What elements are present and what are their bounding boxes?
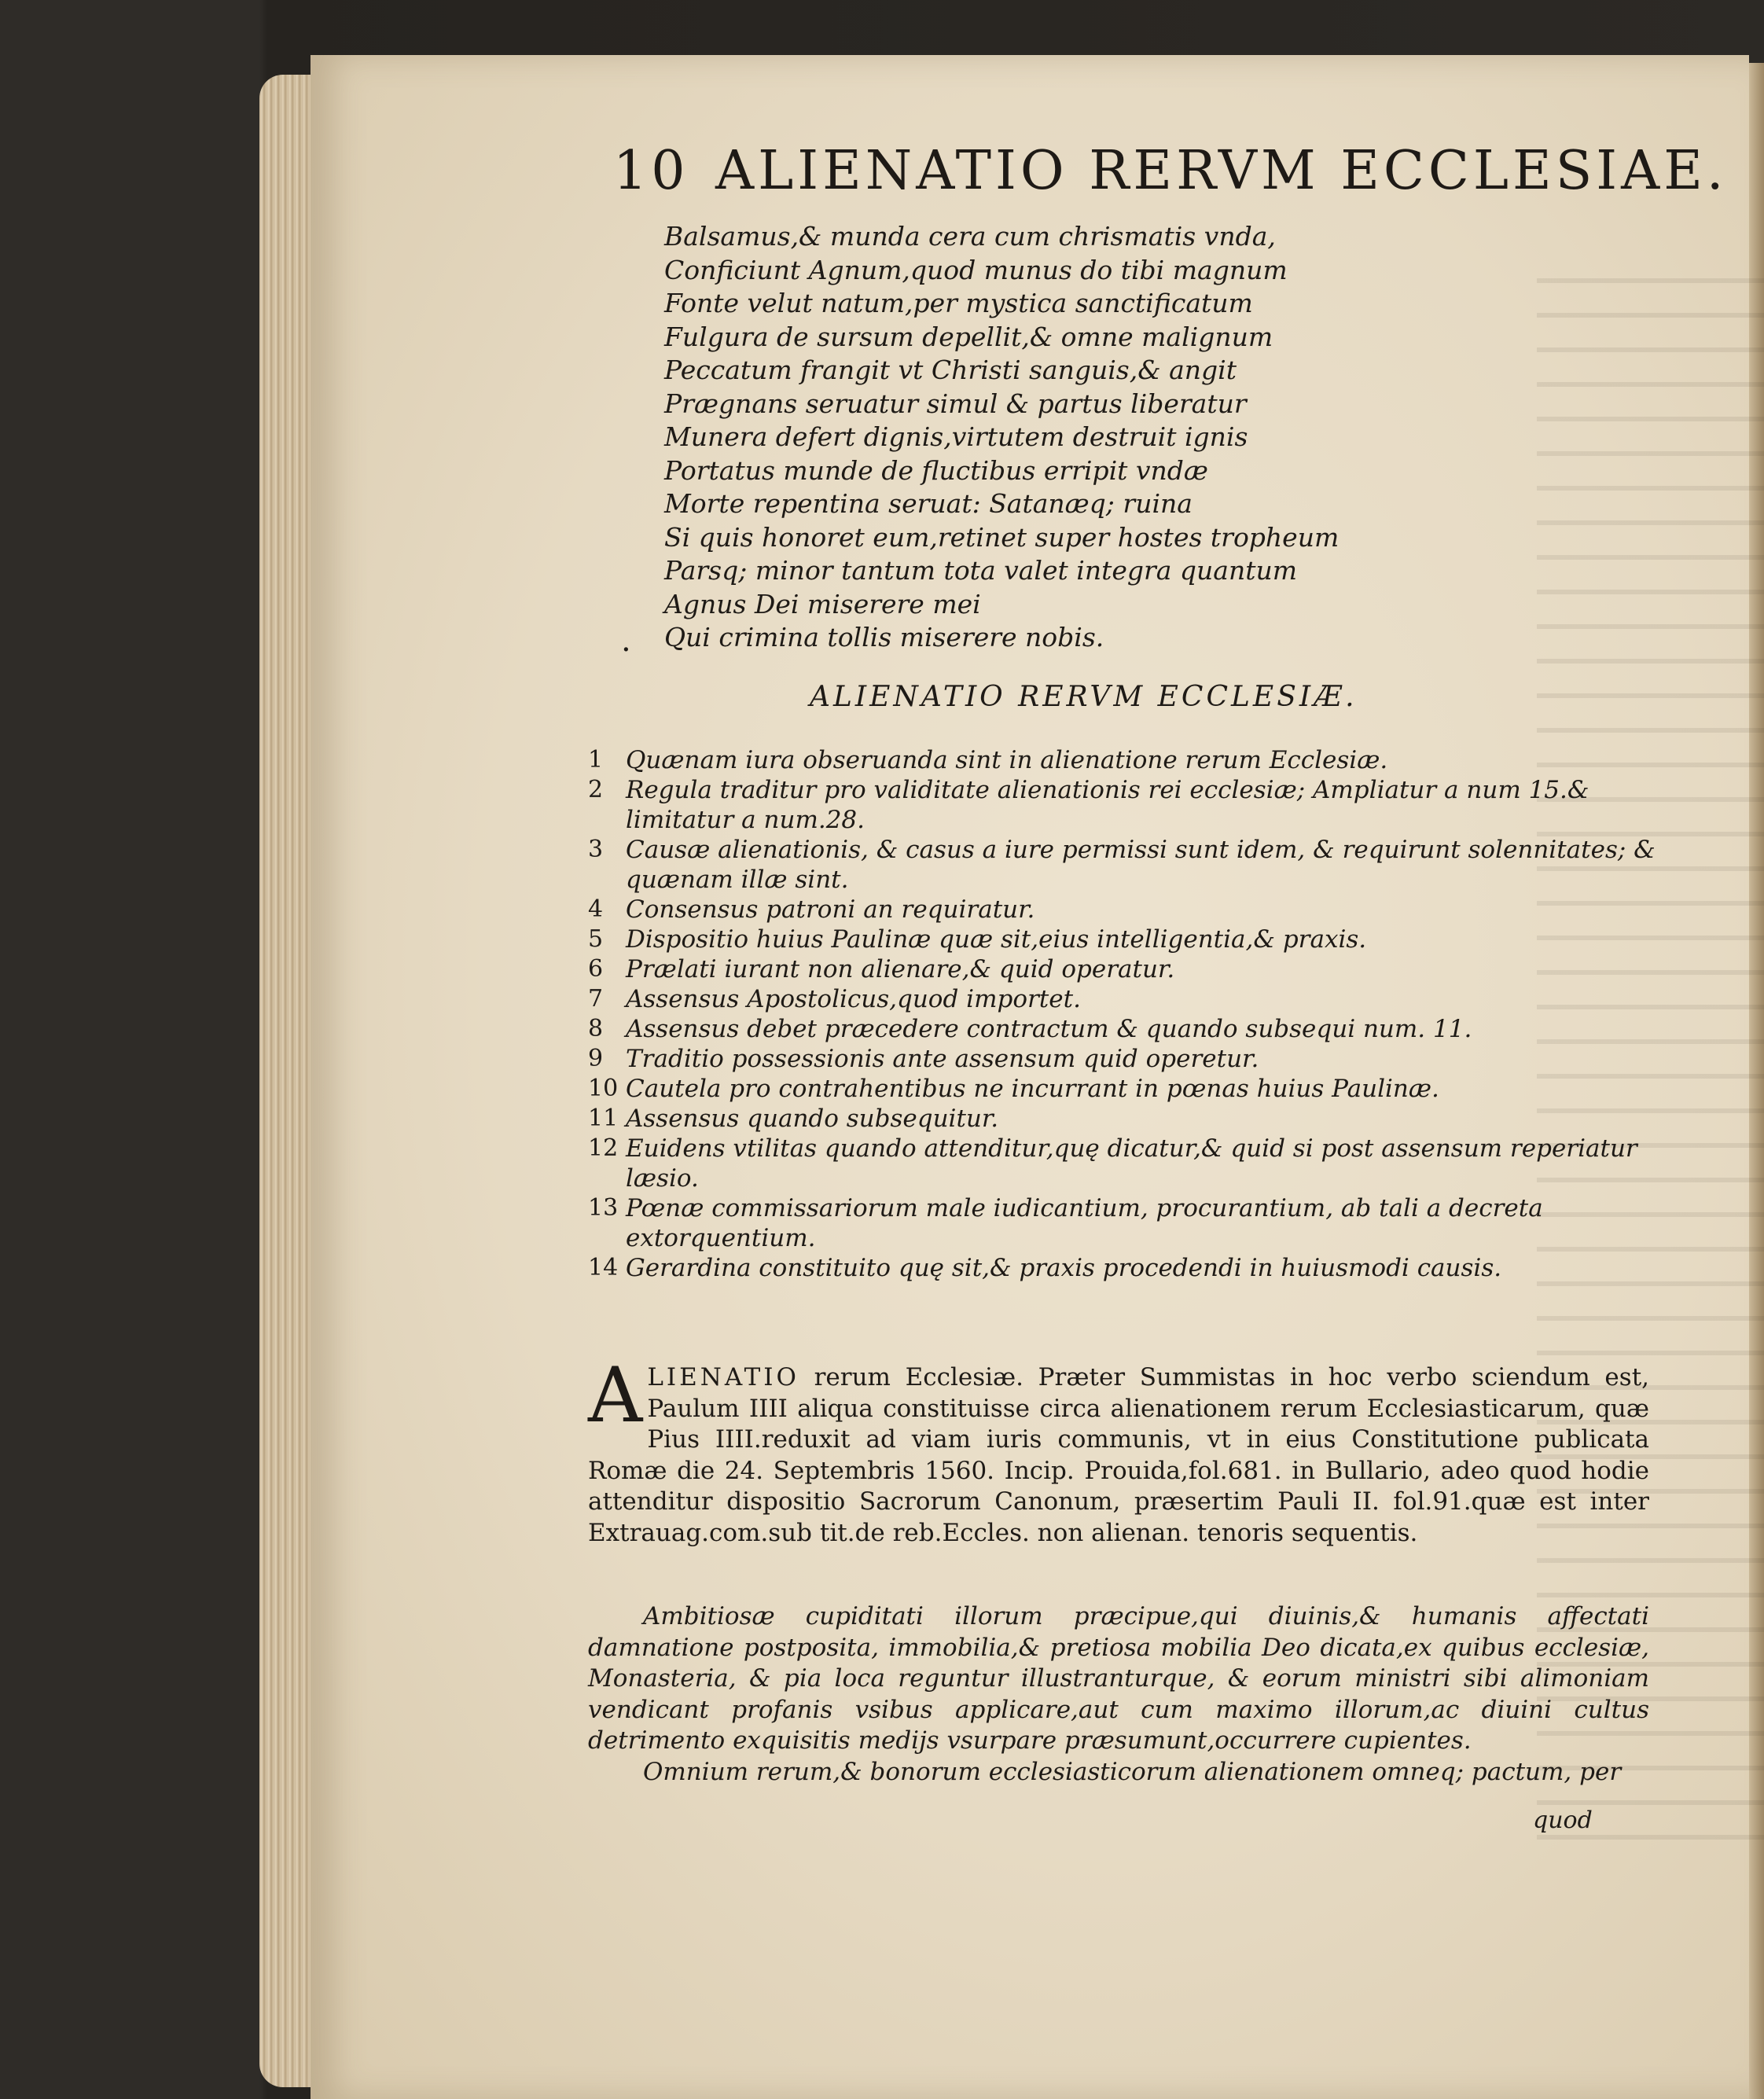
- summary-number: 3: [588, 836, 604, 863]
- summary-text: Cautela pro contrahentibus ne incurrant in pœnas huius Paulinæ.: [626, 1075, 1439, 1103]
- summary-number: 11: [588, 1105, 619, 1132]
- summary-number: 8: [588, 1015, 604, 1042]
- summary-text: Regula traditur pro validitate alienationis rei ecclesiæ; Ampliatur a num 15.& limitatur a num.28.: [626, 776, 1589, 834]
- poem-line: Conficiunt Agnum,quod munus do tibi magnum: [664, 254, 1288, 285]
- summary-item: [588, 835, 1657, 895]
- running-title: ALIENATIO RERVM ECCLESIAE.: [715, 140, 1728, 202]
- summary-text: Quænam iura obseruanda sint in alienatione rerum Ecclesiæ.: [626, 746, 1388, 774]
- body-paragraph: [588, 1351, 1650, 1549]
- summary-item: [588, 984, 1657, 1014]
- summary-item: [588, 1104, 1657, 1134]
- summary-item: [588, 925, 1657, 954]
- summary-number: 4: [588, 895, 604, 923]
- summary-number: 12: [588, 1134, 619, 1162]
- summary-item: [588, 775, 1657, 835]
- summary-text: Assensus quando subsequitur.: [626, 1105, 999, 1133]
- poem-line: Morte repentina seruat: Satanæq; ruina: [664, 488, 1193, 519]
- quote-paragraph: Ambitiosæ cupiditati illorum præcipue,qui diuinis,& humanis affectati damnatione postposita, immobilia,& pretiosa mobilia Deo dicata,ex quibus ecclesiæ, Monasteria, & pia loca reguntur illustranturque, & eorum ministri sibi alimoniam vendicant profanis vsibus applicare,aut cum maximo illorum,ac diuini cultus detrimento exquisitis medijs vsurpare præsumunt,occurrere cupientes.: [588, 1602, 1649, 1755]
- poem-line: Qui crimina tollis miserere nobis.: [664, 622, 1104, 652]
- summary-text: Assensus Apostolicus,quod importet.: [626, 985, 1081, 1013]
- summary-number: 14: [588, 1254, 619, 1281]
- quoted-constitution: [588, 1601, 1649, 1788]
- summary-item: [588, 1193, 1657, 1253]
- summary-text: Assensus debet præcedere contractum & quando subsequi num. 11.: [626, 1015, 1472, 1043]
- summary-text: Pœnæ commissariorum male iudicantium, procurantium, ab tali a decreta extorquentium.: [626, 1194, 1543, 1252]
- poem-line: Agnus Dei miserere mei: [664, 588, 981, 619]
- summary-number: 10: [588, 1075, 619, 1102]
- summary-number: 13: [588, 1194, 619, 1222]
- summary-item: [588, 1134, 1657, 1193]
- poem-line: Parsq; minor tantum tota valet integra quantum: [664, 555, 1298, 586]
- poem-line: Fulgura de sursum depellit,& omne malignum: [664, 321, 1273, 352]
- summary-number: 2: [588, 776, 604, 803]
- summary-number: 1: [588, 746, 604, 774]
- poem-bullet: .: [621, 623, 631, 659]
- summary-item: [588, 1074, 1657, 1104]
- catchword: quod: [1533, 1807, 1593, 1834]
- summary-number: 5: [588, 925, 604, 953]
- summary-text: Consensus patroni an requiratur.: [626, 895, 1035, 924]
- summary-item: [588, 1014, 1657, 1044]
- body-text: rerum Ecclesiæ. Præter Summistas in hoc verbo sciendum est, Paulum IIII aliqua constituisse circa alienationem rerum Ecclesiasticarum, quæ Pius IIII.reduxit ad viam iuris communis, vt in eius Constitutione publicata Romæ die 24. Septembris 1560. Incip. Prouida,fol.681. in Bullario, adeo quod hodie attenditur dispositio Sacrorum Canonum, præsertim Pauli II. fol.91.quæ est inter Extrauag.com.sub tit.de reb.Eccles. non alienan. tenoris sequentis.: [588, 1363, 1650, 1547]
- poem-line: Prægnans seruatur simul & partus liberatur: [664, 388, 1247, 419]
- summary-text: Traditio possessionis ante assensum quid operetur.: [626, 1045, 1259, 1073]
- summary-item: [588, 745, 1657, 775]
- poem: [664, 220, 1356, 655]
- summary-text: Causæ alienationis, & casus a iure permissi sunt idem, & requirunt solennitates; & quænam illæ sint.: [626, 836, 1656, 894]
- summary-list: [588, 745, 1657, 1283]
- summary-item: [588, 895, 1657, 925]
- summary-item: [588, 1044, 1657, 1074]
- poem-line: Portatus munde de fluctibus erripit vndæ: [664, 454, 1208, 486]
- summary-text: Dispositio huius Paulinæ quæ sit,eius intelligentia,& praxis.: [626, 925, 1367, 954]
- poem-line: Fonte velut natum,per mystica sanctificatum: [664, 288, 1253, 318]
- summary-item: [588, 1253, 1657, 1283]
- body-lead-word: LIENATIO: [647, 1363, 799, 1391]
- poem-line: Peccatum frangit vt Christi sanguis,& angit: [664, 355, 1237, 385]
- section-title: ALIENATIO RERVM ECCLESIÆ.: [810, 681, 1358, 713]
- poem-line: Munera defert dignis,virtutem destruit ignis: [664, 421, 1248, 452]
- summary-number: 6: [588, 955, 604, 983]
- summary-item: [588, 954, 1657, 984]
- drop-cap: A: [588, 1351, 643, 1439]
- summary-text: Euidens vtilitas quando attenditur,quę dicatur,& quid si post assensum reperiatur læsio.: [626, 1134, 1637, 1193]
- summary-text: Gerardina constituito quę sit,& praxis procedendi in huiusmodi causis.: [626, 1254, 1502, 1282]
- summary-text: Prælati iurant non alienare,& quid operatur.: [626, 955, 1175, 983]
- quote-paragraph: Omnium rerum,& bonorum ecclesiasticorum alienationem omneq; pactum, per: [643, 1757, 1622, 1786]
- poem-line: Si quis honoret eum,retinet super hostes tropheum: [664, 521, 1340, 553]
- page-number: 10: [613, 140, 689, 202]
- summary-number: 9: [588, 1045, 604, 1072]
- poem-line: Balsamus,& munda cera cum chrismatis vnda,: [664, 221, 1276, 252]
- summary-number: 7: [588, 985, 604, 1013]
